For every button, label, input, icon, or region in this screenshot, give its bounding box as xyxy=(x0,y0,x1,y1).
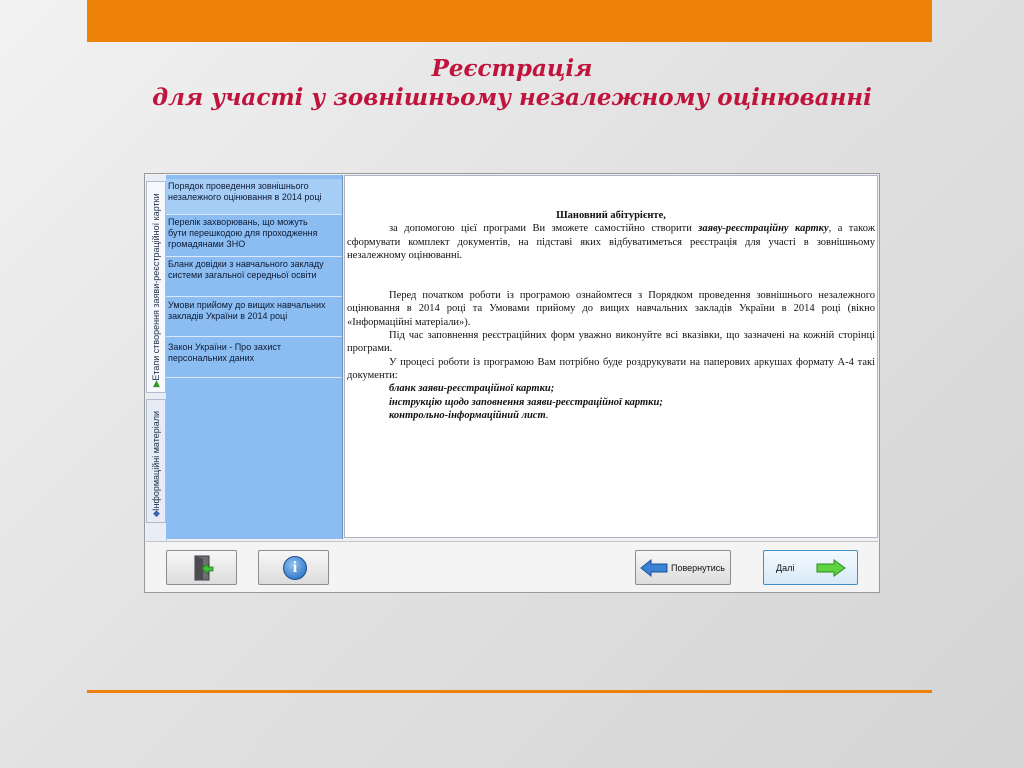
top-accent-bar xyxy=(87,0,932,42)
vertical-tab-strip xyxy=(146,175,167,541)
nav-item-zno-procedure[interactable]: Порядок проведення зовнішнього незалежного оцінювання в 2014 році xyxy=(166,179,342,215)
nav-item-data-protection-law[interactable]: Закон України - Про захист персональних даних xyxy=(166,338,342,378)
list-item: бланк заяви-реєстраційної картки; xyxy=(389,383,555,395)
tab-info-materials[interactable] xyxy=(146,399,166,523)
next-button-label: Далі xyxy=(776,563,795,573)
bottom-accent-line xyxy=(87,690,932,693)
tab-registration-stages-label: Етапи створення заяви-реєстраційної картки xyxy=(151,193,161,381)
next-arrow-icon xyxy=(816,559,846,577)
application-window xyxy=(144,173,880,593)
nav-item-diseases-list[interactable]: Перелік захворювань, що можуть бути перешкодою для проходження громадянами ЗНО xyxy=(166,215,342,257)
green-triangle-icon: ▲ xyxy=(153,379,160,389)
back-button[interactable] xyxy=(635,550,731,585)
back-arrow-icon xyxy=(640,559,668,577)
tab-info-materials-label: Інформаційні матеріали xyxy=(151,410,161,512)
greeting: Шановний абітурієнте, xyxy=(556,210,666,221)
procedure-paragraph: Перед початком роботи із програмою ознайомтеся з Порядком проведення зовнішнього незалежного оцінювання в 2014 році та Умовами прийому до вищих навчальних закладів України в 2014 році (вікно «Інформаційні матеріали»). xyxy=(347,290,875,328)
instructions-paragraph: Під час заповнення реєстраційних форм уважно виконуйте всі вказівки, що зазначені на кожній сторінці програми. xyxy=(347,330,875,355)
list-item: інструкцію щодо заповнення заяви-реєстраційної картки; xyxy=(389,396,663,408)
blue-chevron-icon: ◆ xyxy=(153,509,160,519)
intro-paragraph: за допомогою цієї програми Ви зможете самостійно створити заяву-реєстраційну картку, а також сформувати комплект документів, на підставі яких відбуватиметься реєстрація для участі в зовнішньому незалежному оцінюванні. xyxy=(347,223,875,261)
list-item: контрольно-інформаційний лист. xyxy=(389,409,549,421)
button-bar xyxy=(146,541,878,592)
welcome-text-panel xyxy=(344,175,878,538)
exit-door-icon xyxy=(192,555,214,581)
back-button-label: Повернутись xyxy=(671,563,725,573)
info-materials-nav xyxy=(166,175,343,539)
slide-subtitle: для участі у зовнішньому незалежному оцінюванні xyxy=(152,84,872,111)
nav-item-school-certificate[interactable]: Бланк довідки з навчального закладу системи загальної середньої освіти xyxy=(166,257,342,297)
tab-registration-stages[interactable] xyxy=(146,181,166,393)
print-paragraph: У процесі роботи із програмою Вам потрібно буде роздрукувати на паперових аркушах формату А-4 такі документи: xyxy=(347,356,875,381)
info-icon: i xyxy=(283,556,307,580)
nav-item-admission-rules[interactable]: Умови прийому до вищих навчальних закладів України в 2014 році xyxy=(166,297,342,337)
slide-title: Реєстрація xyxy=(431,55,593,82)
next-button[interactable] xyxy=(763,550,858,585)
exit-button[interactable] xyxy=(166,550,237,585)
info-button[interactable] xyxy=(258,550,329,585)
